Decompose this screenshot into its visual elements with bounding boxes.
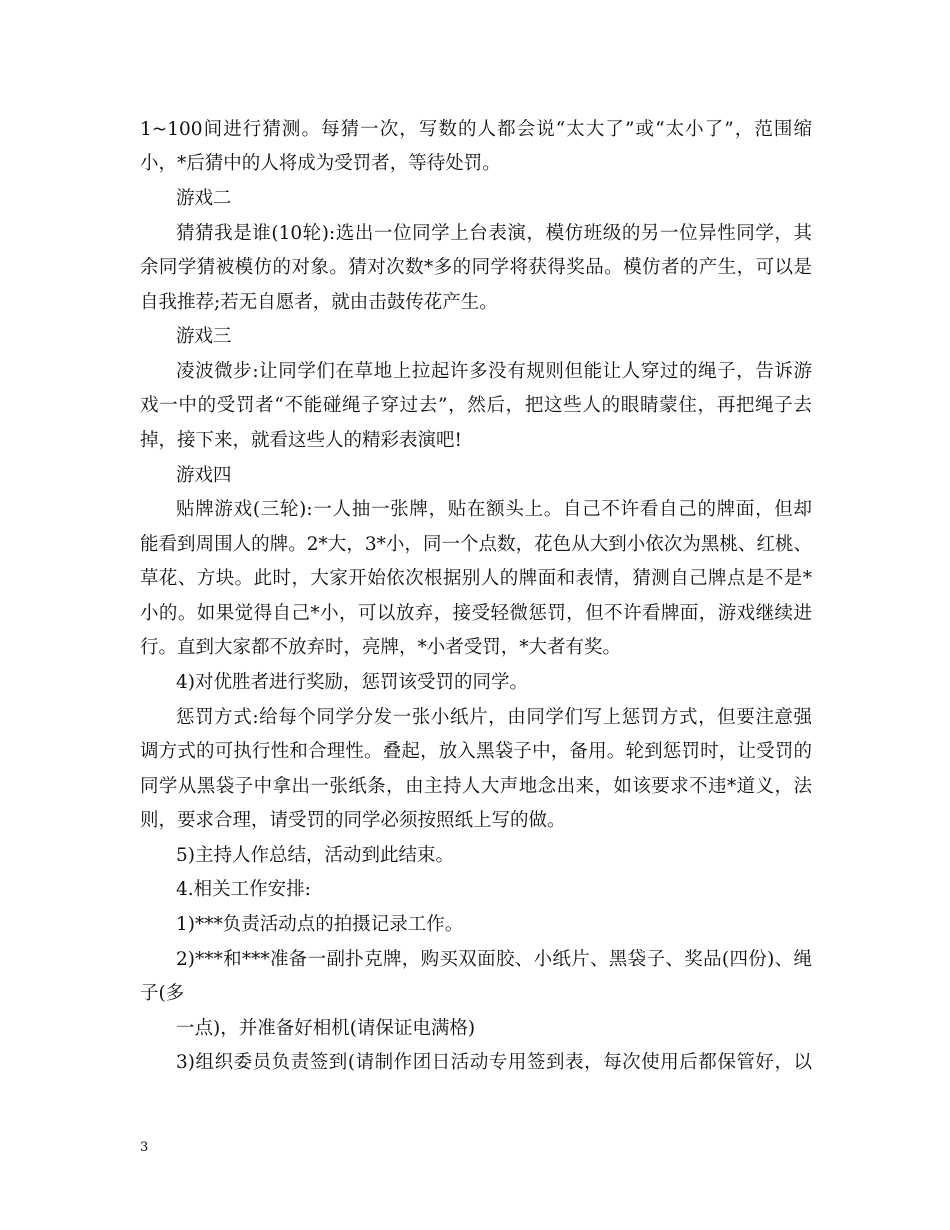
- text-line: 掉，接下来，就看这些人的精彩表演吧!: [140, 430, 462, 451]
- text-line: 3)组织委员负责签到(请制作团日活动专用签到表，每次使用后都保管好，以: [176, 1052, 812, 1073]
- text-line: 同学从黑袋子中拿出一张纸条，由主持人大声地念出来，如该要求不违*道义，法: [140, 776, 812, 797]
- text-line: 小的。如果觉得自己*小，可以放弃，接受轻微惩罚，但不许看牌面，游戏继续进: [140, 603, 812, 624]
- text-line: 2)***和***准备一副扑克牌，购买双面胶、小纸片、黑袋子、奖品(四份)、绳: [176, 949, 812, 970]
- text-line: 余同学猜被模仿的对象。猜对次数*多的同学将获得奖品。模仿者的产生，可以是: [140, 257, 812, 278]
- text-line: 则，要求合理，请受罚的同学必须按照纸上写的做。: [140, 810, 566, 831]
- text-line: 猜猜我是谁(10轮):选出一位同学上台表演，模仿班级的另一位异性同学，其: [176, 223, 812, 244]
- section-heading: 游戏二: [176, 188, 232, 209]
- text-line: 戏一中的受罚者“不能碰绳子穿过去”，然后，把这些人的眼睛蒙住，再把绳子去: [140, 395, 812, 416]
- text-line: 草花、方块。此时，大家开始依次根据别人的牌面和表情，猜测自己牌点是不是*: [140, 568, 812, 589]
- text-line: 小，*后猜中的人将成为受罚者，等待处罚。: [140, 153, 501, 174]
- text-line: 4)对优胜者进行奖励，惩罚该受罚的同学。: [176, 672, 528, 693]
- text-line: 子(多: [140, 983, 185, 1004]
- text-line: 惩罚方式:给每个同学分发一张小纸片，由同学们写上惩罚方式，但要注意强: [176, 707, 812, 728]
- section-heading: 游戏四: [176, 465, 232, 486]
- text-line: 能看到周围人的牌。2*大，3*小，同一个点数，花色从大到小依次为黑桃、红桃、: [140, 534, 812, 555]
- text-line: 5)主持人作总结，活动到此结束。: [176, 845, 454, 866]
- text-line: 调方式的可执行性和合理性。叠起，放入黑袋子中，备用。轮到惩罚时，让受罚的: [140, 741, 812, 762]
- text-line: 1~100间进行猜测。每猜一次，写数的人都会说“太大了”或“太小了”，范围缩: [140, 119, 812, 140]
- text-line: 一点)，并准备好相机(请保证电满格): [176, 1018, 476, 1039]
- text-line: 4.相关工作安排:: [176, 879, 311, 900]
- text-line: 凌波微步:让同学们在草地上拉起许多没有规则但能让人穿过的绳子，告诉游: [176, 361, 812, 382]
- text-line: 贴牌游戏(三轮):一人抽一张牌，贴在额头上。自己不许看自己的牌面，但却: [176, 499, 812, 520]
- page-number: 3: [140, 1140, 149, 1155]
- section-heading: 游戏三: [176, 326, 232, 347]
- text-line: 行。直到大家都不放弃时，亮牌，*小者受罚，*大者有奖。: [140, 637, 622, 658]
- text-line: 1)***负责活动点的拍摄记录工作。: [176, 914, 464, 935]
- text-line: 自我推荐;若无自愿者，就由击鼓传花产生。: [140, 292, 498, 313]
